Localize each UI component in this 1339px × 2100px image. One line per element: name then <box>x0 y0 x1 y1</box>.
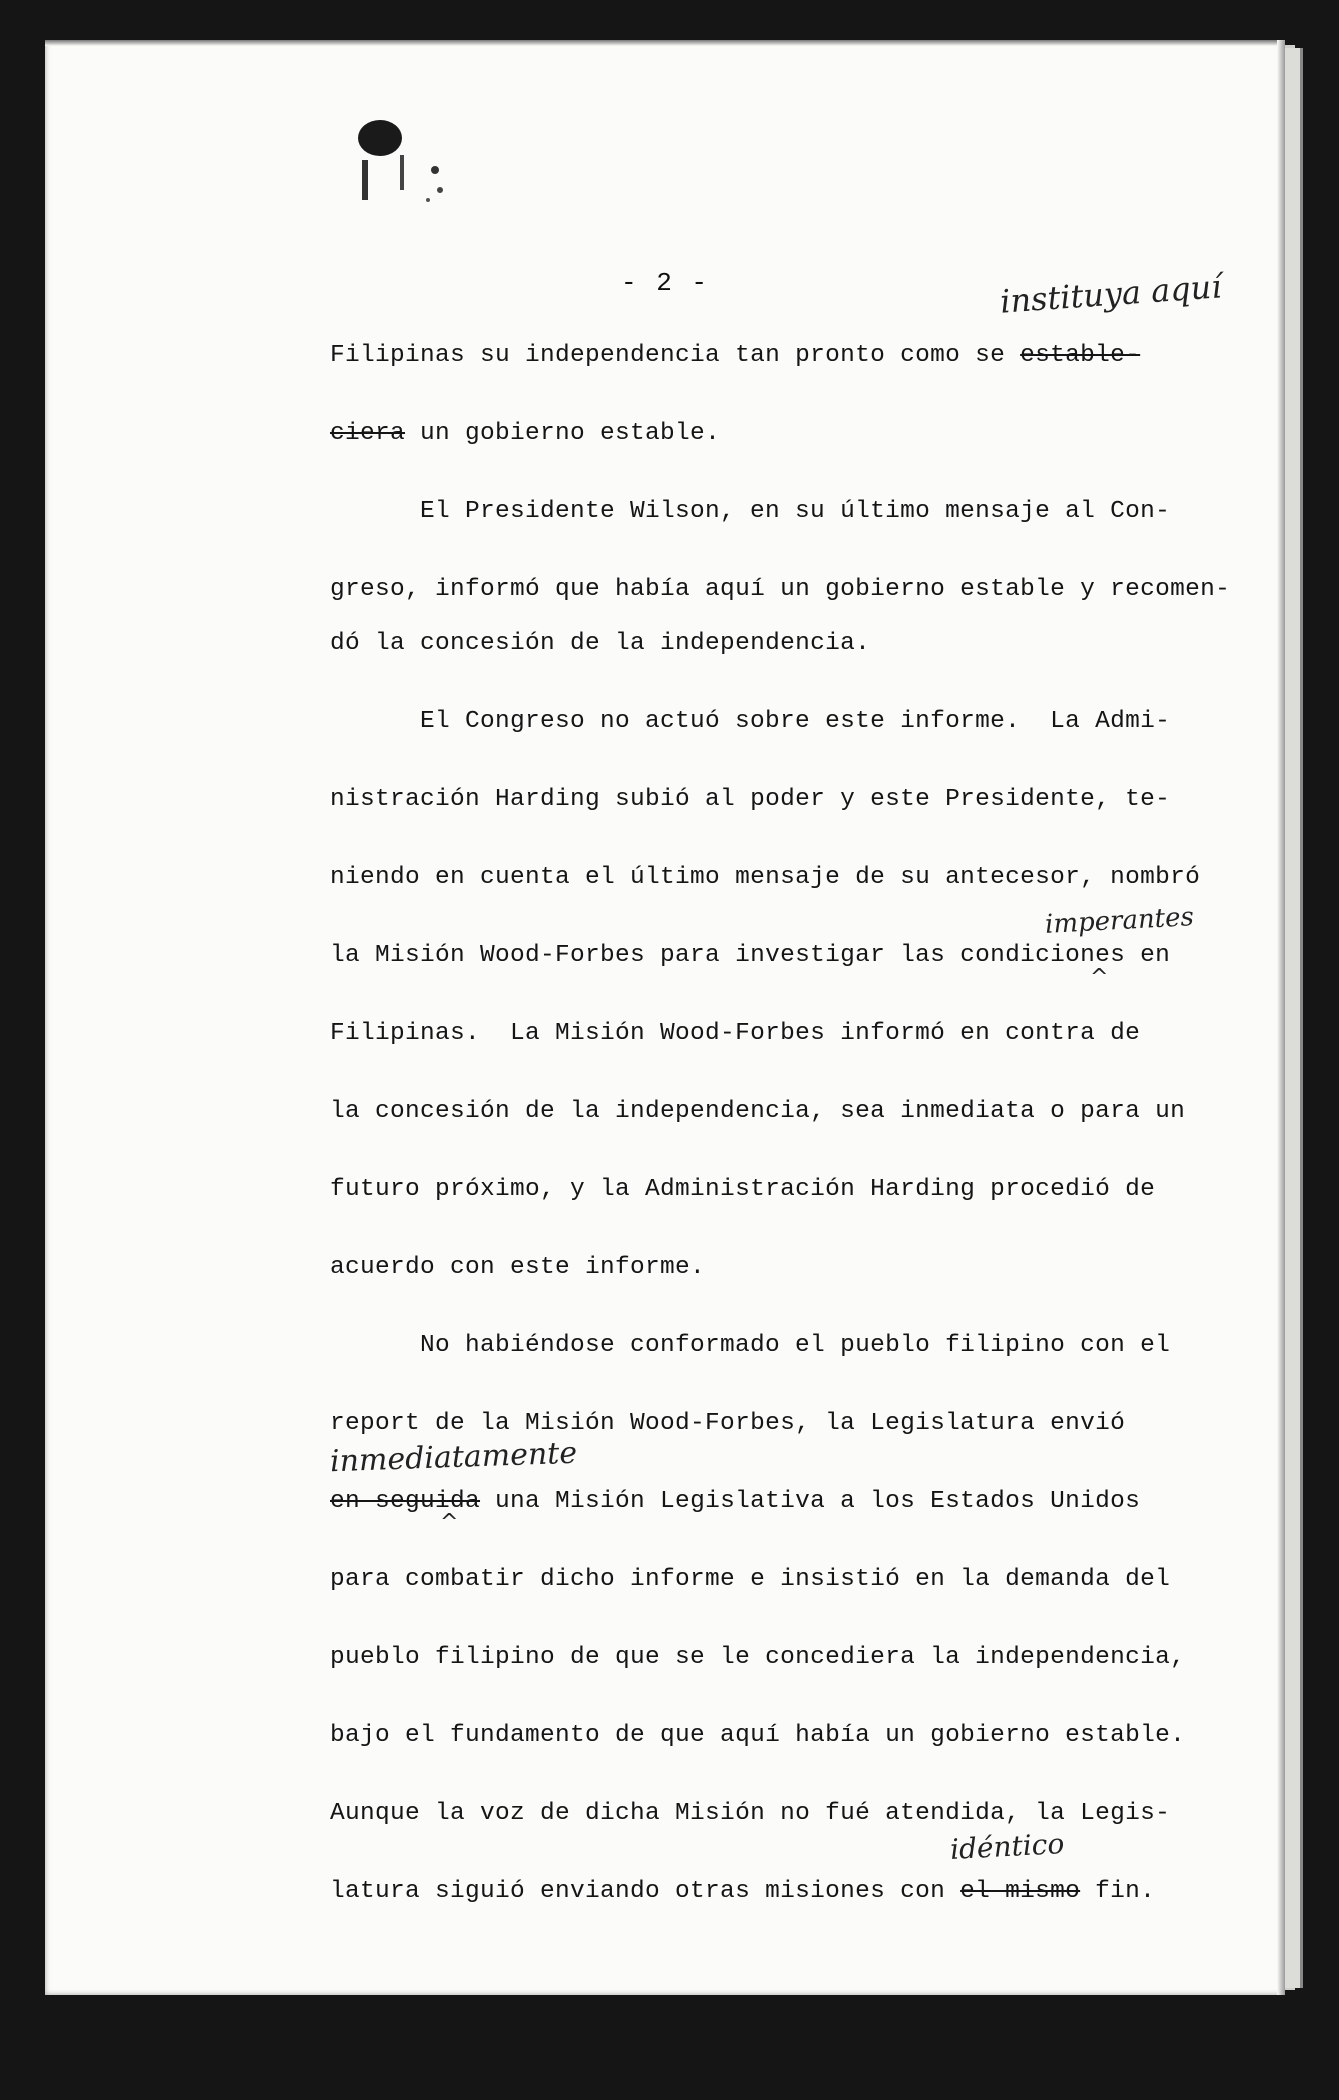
text-line: pueblo filipino de que se le concediera la independencia, <box>330 1644 1186 1671</box>
text-line: greso, informó que había aquí un gobierno estable y recomen- <box>330 576 1231 603</box>
page-number: - 2 - <box>620 268 709 298</box>
text-line: la Misión Wood-Forbes para investigar las condiciones en <box>330 942 1171 969</box>
text-line: acuerdo con este informe. <box>330 1254 706 1281</box>
text-line: dó la concesión de la independencia. <box>330 630 871 657</box>
text-line: El Congreso no actuó sobre este informe. La Admi- <box>420 708 1171 735</box>
text-line: la concesión de la independencia, sea inmediata o para un <box>330 1098 1186 1125</box>
text-line: nistración Harding subió al poder y este Presidente, te- <box>330 786 1171 813</box>
text-line: No habiéndose conformado el pueblo filipino con el <box>420 1332 1171 1359</box>
page-top-edge <box>45 40 1285 46</box>
handwritten-annotation: instituya aquí <box>998 267 1223 321</box>
insertion-caret-icon: ^ <box>440 1510 459 1535</box>
page-right-edge <box>1277 40 1285 1995</box>
handwritten-annotation: inmediatamente <box>329 1435 578 1480</box>
text-line: Aunque la voz de dicha Misión no fué atendida, la Legis- <box>330 1800 1171 1827</box>
text-line: El Presidente Wilson, en su último mensaje al Con- <box>420 498 1171 525</box>
document-page <box>45 40 1285 1995</box>
text-line: Filipinas. La Misión Wood-Forbes informó en contra de <box>330 1020 1141 1047</box>
text-line: futuro próximo, y la Administración Harding procedió de <box>330 1176 1156 1203</box>
text-line: ciera un gobierno estable. <box>330 420 721 447</box>
text-line: latura siguió enviando otras misiones con el mismo fin. <box>330 1878 1156 1905</box>
ink-stain-icon <box>340 100 450 210</box>
text-line: report de la Misión Wood-Forbes, la Legislatura envió <box>330 1410 1126 1437</box>
text-line: niendo en cuenta el último mensaje de su antecesor, nombró <box>330 864 1201 891</box>
text-line: Filipinas su independencia tan pronto como se estable- <box>330 342 1141 369</box>
handwritten-annotation: idéntico <box>949 1827 1066 1866</box>
text-line: para combatir dicho informe e insistió en la demanda del <box>330 1566 1171 1593</box>
insertion-caret-icon: ^ <box>1090 965 1109 990</box>
text-line: bajo el fundamento de que aquí había un gobierno estable. <box>330 1722 1186 1749</box>
handwritten-annotation: imperantes <box>1044 902 1195 940</box>
text-line: en seguida una Misión Legislativa a los Estados Unidos <box>330 1488 1141 1515</box>
